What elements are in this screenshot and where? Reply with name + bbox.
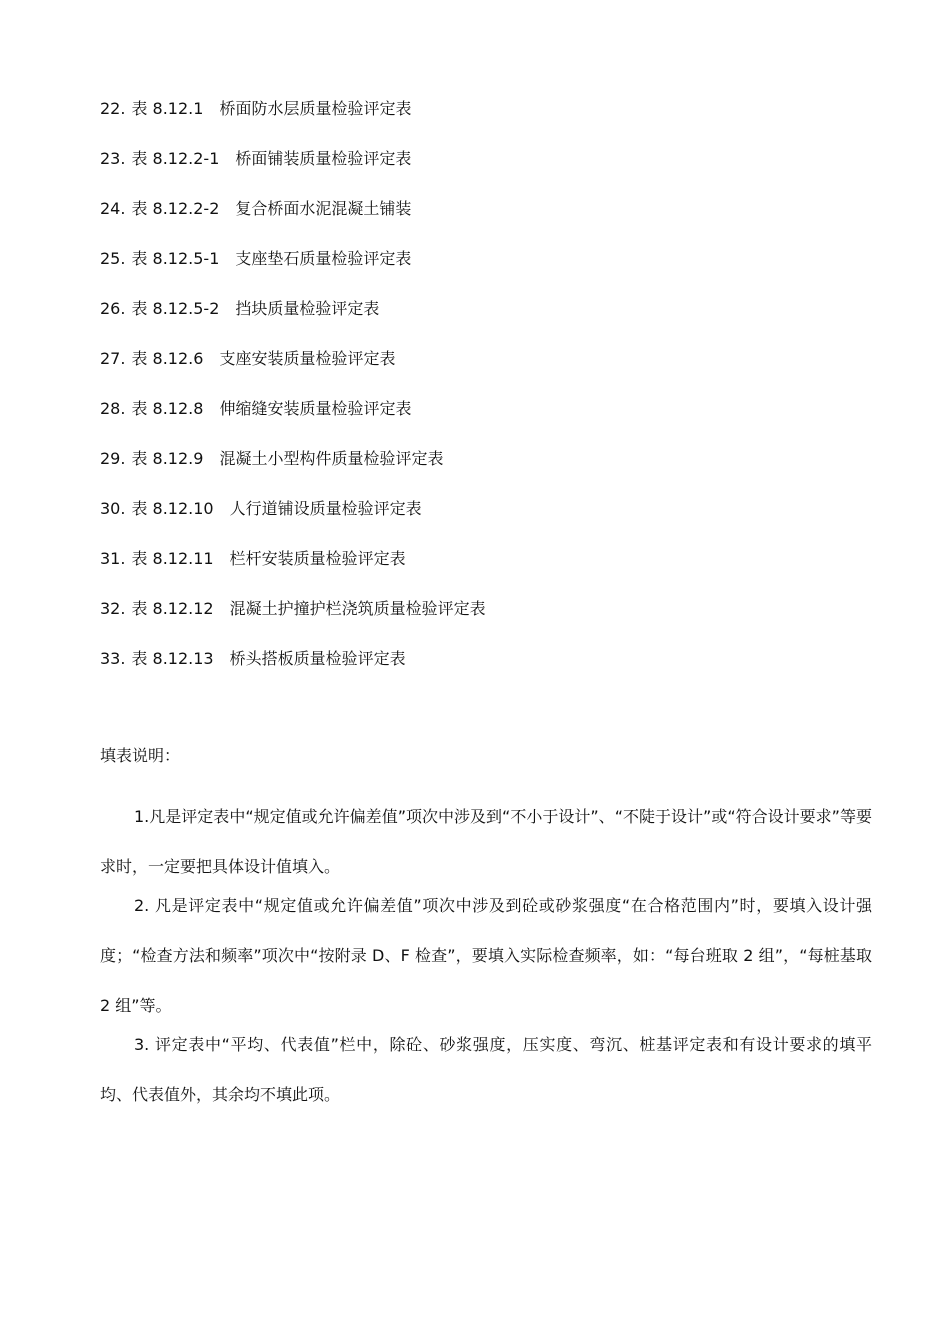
toc-item-title: 复合桥面水泥混凝土铺装 — [235, 199, 412, 218]
table-of-contents — [100, 96, 880, 696]
toc-item — [100, 446, 880, 496]
toc-item-title: 栏杆安装质量检验评定表 — [229, 549, 406, 568]
toc-item-number: 29. — [100, 449, 126, 468]
toc-item-code: 表 8.12.10 — [131, 499, 214, 518]
toc-item-code: 表 8.12.12 — [131, 599, 214, 618]
filling-instructions — [100, 742, 872, 1120]
toc-item-number: 23. — [100, 149, 126, 168]
toc-item-number: 27. — [100, 349, 126, 368]
toc-item-title: 桥面铺装质量检验评定表 — [235, 149, 412, 168]
toc-item-number: 32. — [100, 599, 126, 618]
toc-item — [100, 346, 880, 396]
toc-item — [100, 496, 880, 546]
toc-item — [100, 546, 880, 596]
toc-item — [100, 146, 880, 196]
toc-item-code: 表 8.12.8 — [131, 399, 204, 418]
toc-item-number: 25. — [100, 249, 126, 268]
toc-item-code: 表 8.12.9 — [131, 449, 204, 468]
toc-item-number: 26. — [100, 299, 126, 318]
toc-item-code: 表 8.12.5-2 — [131, 299, 220, 318]
toc-item-number: 22. — [100, 99, 126, 118]
toc-item-code: 表 8.12.5-1 — [131, 249, 220, 268]
toc-item-code: 表 8.12.11 — [131, 549, 214, 568]
toc-item — [100, 396, 880, 446]
toc-item — [100, 96, 880, 146]
toc-item-code: 表 8.12.2-2 — [131, 199, 220, 218]
toc-item-code: 表 8.12.2-1 — [131, 149, 220, 168]
toc-item-title: 混凝土小型构件质量检验评定表 — [219, 449, 444, 468]
toc-item-title: 伸缩缝安装质量检验评定表 — [219, 399, 412, 418]
toc-item-number: 28. — [100, 399, 126, 418]
toc-item-number: 31. — [100, 549, 126, 568]
toc-item — [100, 296, 880, 346]
toc-item-title: 混凝土护撞护栏浇筑质量检验评定表 — [229, 599, 486, 618]
toc-item-title: 支座安装质量检验评定表 — [219, 349, 396, 368]
toc-item-code: 表 8.12.6 — [131, 349, 204, 368]
toc-item-code: 表 8.12.1 — [131, 99, 204, 118]
instruction-paragraph: 1.凡是评定表中“规定值或允许偏差值”项次中涉及到“不小于设计”、“不陡于设计”或“符合设计要求”等要求时，一定要把具体设计值填入。 — [100, 807, 872, 876]
toc-item-number: 24. — [100, 199, 126, 218]
toc-item-title: 挡块质量检验评定表 — [235, 299, 380, 318]
toc-item — [100, 646, 880, 696]
toc-item — [100, 196, 880, 246]
toc-item-number: 30. — [100, 499, 126, 518]
toc-item-number: 33. — [100, 649, 126, 668]
instruction-paragraph: 2. 凡是评定表中“规定值或允许偏差值”项次中涉及到砼或砂浆强度“在合格范围内”时，要填入设计强度；“检查方法和频率”项次中“按附录 D、F 检查”，要填入实际检查频率，如：“每台班取 2 组”，“每桩基取 2 组”等。 — [100, 896, 872, 1015]
toc-item — [100, 246, 880, 296]
toc-item-title: 支座垫石质量检验评定表 — [235, 249, 412, 268]
toc-item-title: 桥面防水层质量检验评定表 — [219, 99, 412, 118]
instruction-paragraph: 3. 评定表中“平均、代表值”栏中，除砼、砂浆强度，压实度、弯沉、桩基评定表和有设计要求的填平均、代表值外，其余均不填此项。 — [100, 1035, 872, 1104]
instructions-heading: 填表说明： — [100, 746, 181, 765]
toc-item-title: 桥头搭板质量检验评定表 — [229, 649, 406, 668]
toc-item — [100, 596, 880, 646]
toc-item-title: 人行道铺设质量检验评定表 — [229, 499, 422, 518]
toc-item-code: 表 8.12.13 — [131, 649, 214, 668]
